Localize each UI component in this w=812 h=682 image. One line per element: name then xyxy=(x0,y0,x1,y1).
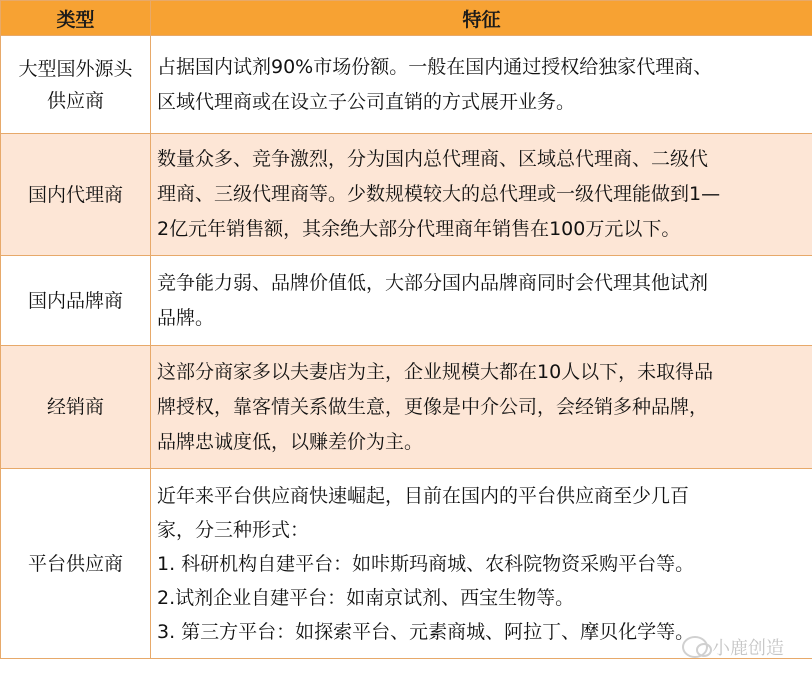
feature-line: 品牌。 xyxy=(157,306,215,329)
row-type-cell xyxy=(1,36,151,134)
watermark-text: 小鹿创造 xyxy=(712,638,784,659)
type-line: 国内代理商 xyxy=(27,183,123,206)
feature-line: 数量众多、竞争激烈，分为国内总代理商、区域总代理商、二级代 xyxy=(157,148,709,170)
table-row xyxy=(1,36,812,134)
feature-line: 理商、三级代理商等。少数规模较大的总代理或一级代理能做到1— xyxy=(157,183,721,205)
row-type-cell xyxy=(1,134,151,256)
table-row xyxy=(1,469,812,659)
table-row xyxy=(1,256,812,346)
row-type-cell xyxy=(1,346,151,469)
watermark xyxy=(682,634,784,660)
feature-line: 家，分三种形式： xyxy=(157,518,310,541)
feature-line: 2亿元年销售额，其余绝大部分代理商年销售在100万元以下。 xyxy=(157,218,681,240)
feature-line: 近年来平台供应商快速崛起，目前在国内的平台供应商至少几百 xyxy=(157,484,690,507)
type-line: 平台供应商 xyxy=(27,552,123,575)
feature-line: 品牌忠诚度低，以赚差价为主。 xyxy=(157,430,424,453)
row-feature-cell xyxy=(151,346,812,469)
type-line: 供应商 xyxy=(46,89,104,112)
feature-line: 占据国内试剂90%市场份额。一般在国内通过授权给独家代理商、 xyxy=(157,55,713,78)
header-feature: 特征 xyxy=(151,1,812,36)
table-row xyxy=(1,346,812,469)
row-feature-cell xyxy=(151,36,812,134)
row-feature-cell xyxy=(151,134,812,256)
feature-line: 2.试剂企业自建平台：如南京试剂、西宝生物等。 xyxy=(157,586,575,609)
row-type-cell xyxy=(1,469,151,659)
feature-line: 竞争能力弱、品牌价值低，大部分国内品牌商同时会代理其他试剂 xyxy=(157,271,709,294)
type-line: 国内品牌商 xyxy=(27,289,123,312)
feature-line: 牌授权，靠客情关系做生意，更像是中介公司，会经销多种品牌， xyxy=(157,395,709,418)
wechat-logo-icon xyxy=(682,636,708,658)
row-feature-cell xyxy=(151,256,812,346)
feature-line: 这部分商家多以夫妻店为主，企业规模大都在10人以下，未取得品 xyxy=(157,360,714,383)
feature-line: 区域代理商或在设立子公司直销的方式展开业务。 xyxy=(157,90,576,113)
feature-line: 3. 第三方平台：如探索平台、元素商城、阿拉丁、摩贝化学等。 xyxy=(157,620,695,643)
feature-line: 1. 科研机构自建平台：如咔斯玛商城、农科院物资采购平台等。 xyxy=(157,552,695,575)
type-line: 经销商 xyxy=(46,396,104,418)
row-feature-cell xyxy=(151,469,812,659)
table-header-row xyxy=(1,1,812,36)
row-type-cell xyxy=(1,256,151,346)
type-line: 大型国外源头 xyxy=(18,57,133,80)
header-type: 类型 xyxy=(1,1,151,36)
table-row xyxy=(1,134,812,256)
